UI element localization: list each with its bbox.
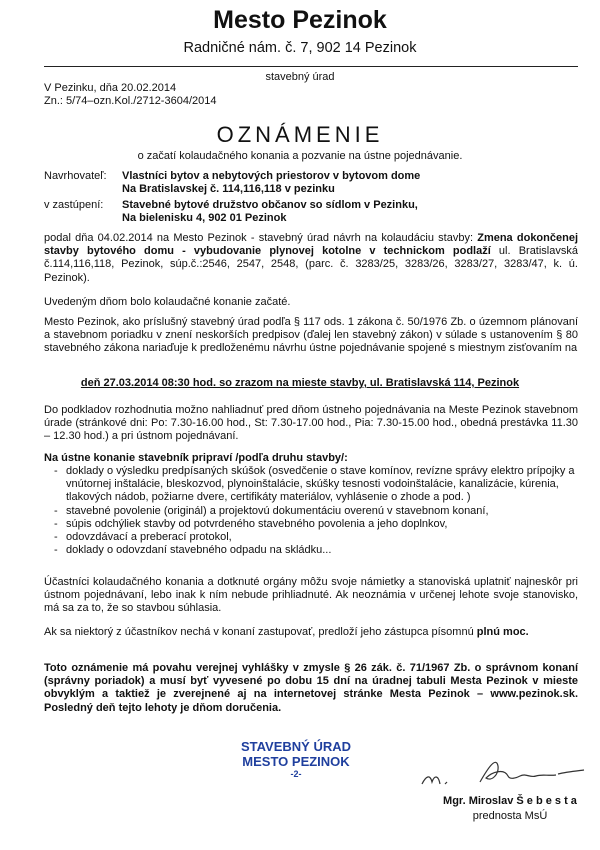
representation-text: Ak sa niektorý z účastníkov nechá v konaní zastupovať, predloží jeho zástupca písomnú: [44, 626, 477, 638]
stamp-line-2: MESTO PEZINOK: [242, 754, 350, 769]
paragraph-legal-basis: Mesto Pezinok, ako príslušný stavebný úrad podľa § 117 ods. 1 zákona č. 50/1976 Zb. o územnom plánovaní a stavebnom poriadku v znení neskorších predpisov (ďalej len stavebný zákon) v súlade s ustanovením § 80 stavebného zákona nariaďuje k predloženému návrhu ústne pojednávanie spojené s miestnym zisťovaním na: [44, 316, 578, 355]
checklist-item: - súpis odchýliek stavby od potvrdeného stavebného povolenia a jeho doplnkov,: [52, 518, 578, 531]
signatory-name: Mgr. Miroslav Š e b e s t a: [443, 795, 577, 807]
reference-number: Zn.: 5/74–ozn.Kol./2712-3604/2014: [44, 95, 217, 107]
proposer-line-1: Vlastníci bytov a nebytových priestorov v bytovom dome: [122, 170, 421, 182]
checklist-heading: Na ústne konanie stavebník pripraví /podľa druhu stavby/:: [44, 452, 348, 464]
paragraph-objections: Účastníci kolaudačného konania a dotknuté orgány môžu svoje námietky a stanoviská uplatniť najneskôr pri ústnom pojednávaní, lebo inak k ním nebude prihliadnuté. Ak neoznámia v určenej lehote svoje stanovisko, má sa za to, že so stavbou súhlasia.: [44, 576, 578, 615]
paragraph-documents-viewing: Do podkladov rozhodnutia možno nahliadnuť pred dňom ústneho pojednávania na Meste Pezinok stavebnom úrade (stránkové dni: Po: 7.30-16.00 hod., St: 7.30-17.00 hod., Pia: 7.30-15.00 hod., obedná prestávka 11.30 – 12.30 hod.) a pri ústnom pojednávaní.: [44, 404, 578, 443]
proposer-line-2: Na Bratislavskej č. 114,116,118 v pezinku: [122, 183, 335, 195]
stamp-line-3: -2-: [290, 769, 302, 779]
paragraph-started: Uvedeným dňom bolo kolaudačné konanie začaté.: [44, 296, 291, 308]
place-date: V Pezinku, dňa 20.02.2014: [44, 82, 177, 94]
notice-heading: OZNÁMENIE: [216, 122, 384, 147]
notice-subheading: o začatí kolaudačného konania a pozvanie na ústne pojednávanie.: [137, 150, 463, 162]
paragraph-representation: [44, 626, 578, 639]
checklist: [52, 465, 578, 557]
city-address: Radničné nám. č. 7, 902 14 Pezinok: [183, 40, 417, 56]
proposal-building: Zmena dokončenej stavby bytového domu - vybudovanie plynovej kotolne v technickom podlaží: [44, 232, 579, 258]
paragraph-public-notice: Toto oznámenie má povahu verejnej vyhlášky v zmysle § 26 zák. č. 71/1967 Zb. o správnom konaní (správny poriadok) a musí byť vyvesené po dobu 15 dní na úradnej tabuli Mesta Pezinok v mieste obvyklým a taktiež je zverejnené aj na internetovej stránke Mesta Pezinok – www.pezinok.sk. Posledný deň tejto lehoty je dňom doručenia.: [44, 662, 578, 714]
power-of-attorney: plnú moc.: [476, 626, 529, 638]
checklist-item: - stavebné povolenie (originál) a projektovú dokumentáciu overenú v stavebnom konaní,: [52, 505, 578, 518]
paragraph-proposal: [44, 232, 578, 285]
office-name: stavebný úrad: [265, 71, 335, 83]
handwritten-signature: [400, 748, 590, 796]
proposal-intro: podal dňa 04.02.2014 na Mesto Pezinok - stavebný úrad návrh na kolaudáciu stavby:: [44, 232, 478, 244]
city-title: Mesto Pezinok: [213, 6, 387, 34]
representative-line-1: Stavebné bytové družstvo občanov so sídlom v Pezinku,: [122, 199, 418, 211]
proposer-label: Navrhovateľ:: [44, 170, 107, 182]
checklist-item: - doklady o odovzdaní stavebného odpadu na skládku...: [52, 544, 578, 557]
representative-line-2: Na bielenisku 4, 902 01 Pezinok: [122, 212, 287, 224]
checklist-item: - doklady o výsledku predpísaných skúšok (osvedčenie o stave komínov, revízne správy elektro prípojky a vnútornej inštalácie, bleskozvod, plynoinštalácie, skúšky tesnosti vodoinštalácie, kanalizácie, kúrenia, tlakových nádob, požiarne dvere, certifikáty materiálov, vyhlásenie o zhode a pod. ): [52, 465, 578, 505]
proposal-location: ul. Bratislavská č.114,116,118, Pezinok, súp.č.:2546, 2547, 2548, (parc. č. 3283/25, 3283/26, 3283/27, 3283/47, k. ú. Pezinok).: [44, 245, 578, 284]
stamp-line-1: STAVEBNÝ ÚRAD: [240, 739, 352, 754]
header-divider: [44, 66, 578, 67]
signatory-position: prednosta MsÚ: [472, 810, 548, 822]
office-stamp: [216, 739, 376, 780]
representative-label: v zastúpení:: [44, 199, 104, 211]
hearing-date-line: deň 27.03.2014 08:30 hod. so zrazom na mieste stavby, ul. Bratislavská 114, Pezinok: [80, 377, 520, 389]
checklist-item: - odovzdávací a preberací protokol,: [52, 531, 578, 544]
